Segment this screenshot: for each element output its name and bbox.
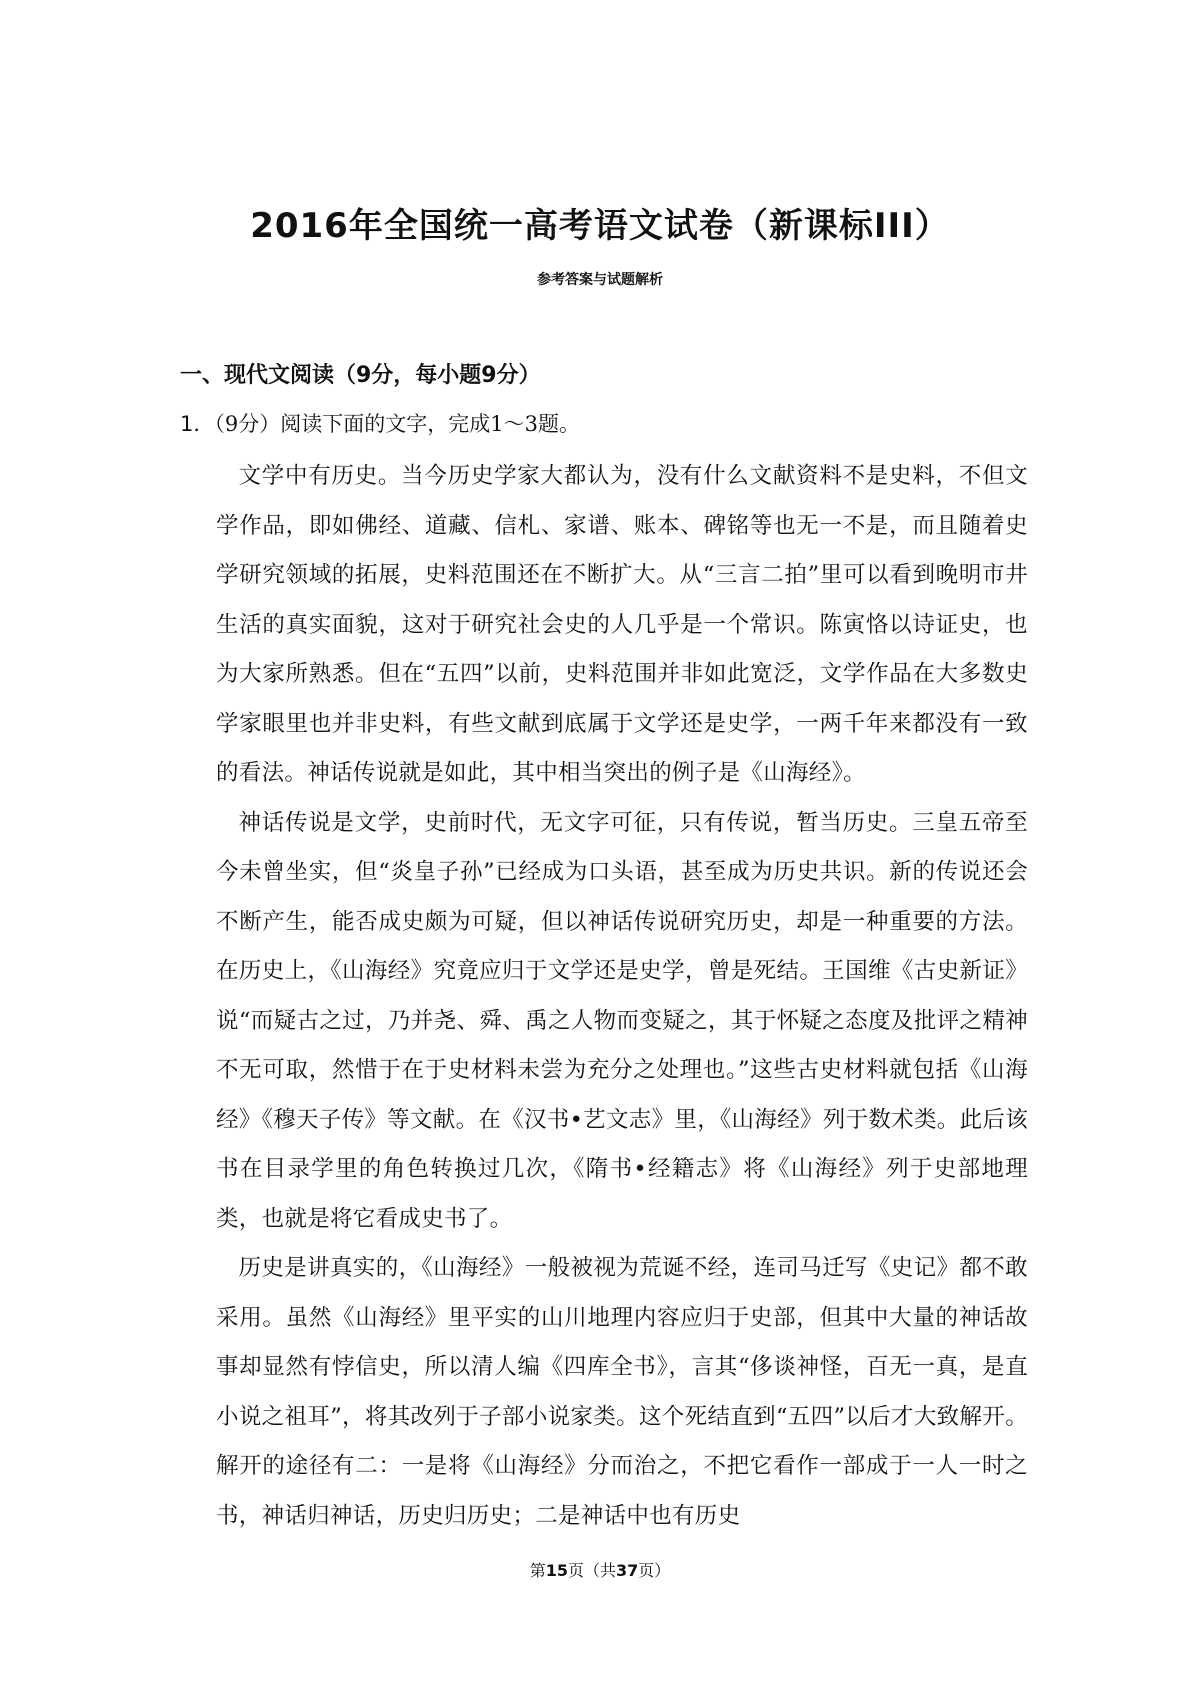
page-title: 2016年全国统一高考语文试卷（新课标III）	[250, 206, 950, 246]
footer-middle: 页（共	[567, 1561, 616, 1580]
question-number: 1．	[180, 412, 215, 436]
footer-suffix: 页）	[638, 1561, 671, 1580]
passage-paragraph-2: 神话传说是文学，史前时代，无文字可征，只有传说，暂当历史。三皇五帝至今未曾坐实，但“炎皇子孙”已经成为口头语，甚至成为历史共识。新的传说还会不断产生，能否成史颇为可疑，但以神话传说研究历史，却是一种重要的方法。在历史上，《山海经》究竟应归于文学还是史学，曾是死结。王国维《古史新证》说“而疑古之过，乃并尧、舜、禹之人物而变疑之，其于怀疑之态度及批评之精神不无可取，然惜于在于史材料未尝为充分之处理也。”这些古史材料就包括《山海经》《穆天子传》等文献。在《汉书•艺文志》里，《山海经》列于数术类。此后该书在目录学里的角色转换过几次，《隋书•经籍志》将《山海经》列于史部地理类，也就是将它看成史书了。	[216, 809, 1028, 1232]
reading-passage	[216, 452, 1028, 1541]
passage-paragraph-3: 历史是讲真实的，《山海经》一般被视为荒诞不经，连司马迁写《史记》都不敢采用。虽然《山海经》里平实的山川地理内容应归于史部，但其中大量的神话故事却显然有悖信史，所以清人编《四库全书》，言其“侈谈神怪，百无一真，是直小说之祖耳”，将其改列于子部小说家类。这个死结直到“五四”以后才大致解开。解开的途径有二：一是将《山海经》分而治之，不把它看作一部成于一人一时之书，神话归神话，历史归历史；二是神话中也有历史	[216, 1255, 1028, 1529]
question-prompt	[180, 408, 580, 440]
page-subtitle: 参考答案与试题解析	[537, 272, 663, 288]
question-text: （9分）阅读下面的文字，完成1～3题。	[214, 412, 580, 436]
section-heading: 一、现代文阅读（9分，每小题9分）	[180, 363, 541, 388]
footer-page-number: 15	[545, 1561, 568, 1580]
footer-prefix: 第	[529, 1561, 546, 1580]
page-footer	[0, 1560, 1200, 1582]
passage-paragraph-1: 文学中有历史。当今历史学家大都认为，没有什么文献资料不是史料，不但文学作品，即如佛经、道藏、信札、家谱、账本、碑铭等也无一不是，而且随着史学研究领域的拓展，史料范围还在不断扩大。从“三言二拍”里可以看到晚明市井生活的真实面貌，这对于研究社会史的人几乎是一个常识。陈寅恪以诗证史，也为大家所熟悉。但在“五四”以前，史料范围并非如此宽泛，文学作品在大多数史学家眼里也并非史料，有些文献到底属于文学还是史学，一两千年来都没有一致的看法。神话传说就是如此，其中相当突出的例子是《山海经》。	[216, 463, 1028, 786]
footer-total-pages: 37	[616, 1561, 639, 1580]
